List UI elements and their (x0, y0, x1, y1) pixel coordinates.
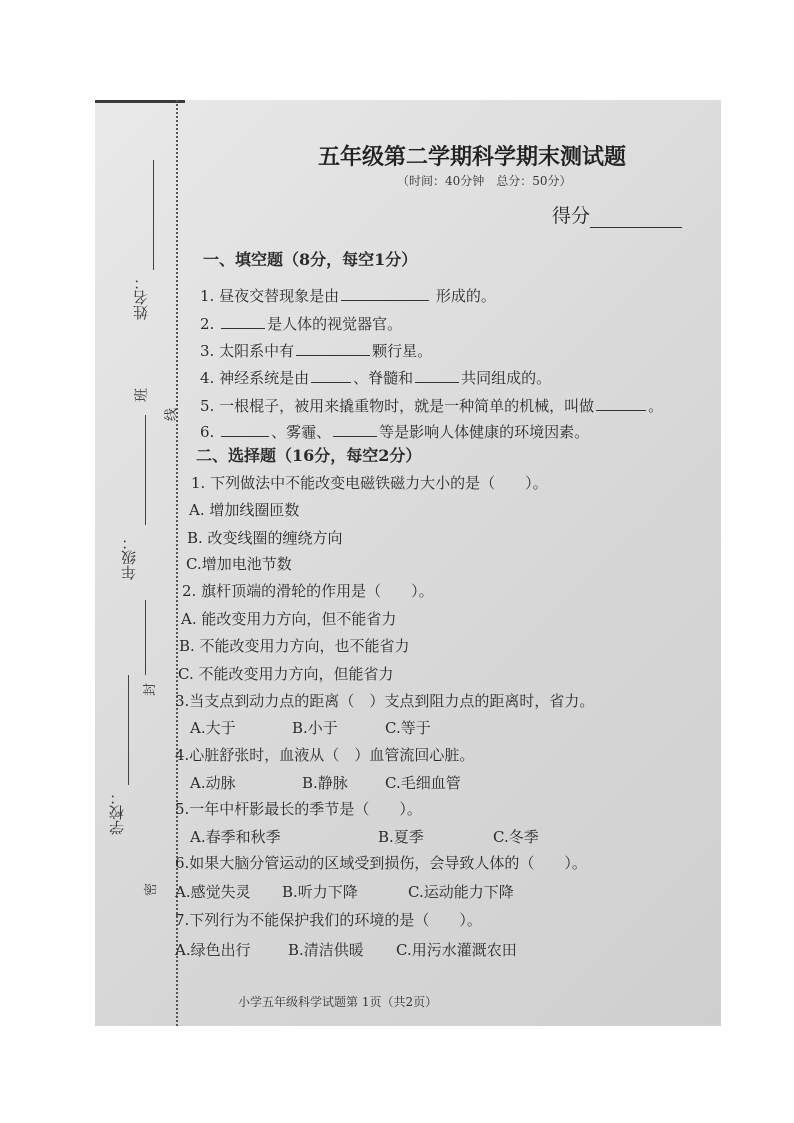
s1-q3-blank[interactable] (296, 341, 370, 356)
exam-subtitle: （时间：40分钟 总分：50分） (397, 174, 572, 188)
s2-question-5: 5.一年中杆影最长的季节是（ ）。 (175, 800, 422, 818)
s1-q3-text-a: 3. 太阳系中有 (200, 342, 295, 360)
s2-q7-option-b[interactable]: B.清洁供暖 (288, 941, 364, 959)
s1-question-2 (200, 313, 402, 334)
s2-question-6: 6.如果大脑分管运动的区域受到损伤，会导致人体的（ ）。 (175, 854, 587, 872)
s2-q5-option-c[interactable]: C.冬季 (493, 828, 539, 846)
score-field[interactable] (552, 201, 682, 228)
s1-q4-text-a: 4. 神经系统是由 (200, 369, 310, 387)
class-label: 班 (134, 388, 150, 402)
s1-q1-blank[interactable] (341, 286, 429, 301)
s1-q2-text-b: 是人体的视觉器官。 (267, 315, 403, 333)
s2-q1-option-a[interactable]: A. 增加线圈匝数 (189, 501, 300, 519)
name-line (153, 160, 154, 270)
s2-q3-option-b[interactable]: B.小于 (292, 719, 338, 737)
s2-q1-option-b[interactable]: B. 改变线圈的缠绕方向 (187, 529, 343, 547)
s2-question-4: 4.心脏舒张时，血液从（ ）血管流回心脏。 (175, 746, 475, 764)
s1-q5-text-a: 5. 一根棍子，被用来撬重物时，就是一种简单的机械，叫做 (200, 397, 595, 415)
school-label: 学校： (108, 790, 126, 835)
xian-label: 线 (164, 407, 180, 422)
s2-q1-option-c[interactable]: C.增加电池节数 (186, 555, 292, 573)
s1-q4-text-b: 、脊髓和 (353, 369, 414, 387)
s1-question-5 (200, 395, 663, 416)
s1-question-3 (200, 340, 432, 361)
s1-q5-text-b: 。 (648, 397, 664, 415)
s2-q6-option-b[interactable]: B.听力下降 (282, 883, 358, 901)
score-label: 得分 (552, 205, 591, 227)
corner-line (95, 100, 185, 103)
s1-q6-text-c: 等是影响人体健康的环境因素。 (379, 423, 590, 441)
s2-q2-option-a[interactable]: A. 能改变用力方向，但不能省力 (181, 610, 397, 628)
s1-q6-blank-2[interactable] (333, 422, 377, 437)
mi-label: 密 (144, 882, 160, 897)
grade-line (145, 600, 146, 675)
s2-q4-option-c[interactable]: C.毛细血管 (385, 774, 461, 792)
class-line (145, 415, 146, 525)
s1-q4-text-c: 共同组成的。 (461, 369, 552, 387)
section1-heading: 一、填空题（8分，每空1分） (203, 250, 418, 269)
s2-q3-option-a[interactable]: A.大于 (190, 719, 236, 737)
s2-q5-option-a[interactable]: A.春季和秋季 (190, 828, 281, 846)
s2-q6-option-a[interactable]: A.感觉失灵 (175, 883, 251, 901)
s1-q5-blank[interactable] (596, 396, 646, 411)
s2-question-7: 7.下列行为不能保护我们的环境的是（ ）。 (175, 911, 482, 929)
s2-q2-option-c[interactable]: C. 不能改变用力方向，但能省力 (178, 665, 394, 683)
s2-q7-option-a[interactable]: A.绿色出行 (175, 941, 251, 959)
s1-question-6 (200, 421, 589, 442)
s2-question-3: 3.当支点到动力点的距离（ ）支点到阻力点的距离时，省力。 (175, 692, 595, 710)
grade-label: 年级： (120, 535, 138, 580)
s2-question-2: 2. 旗杆顶端的滑轮的作用是（ ）。 (182, 582, 434, 600)
s1-q3-text-b: 颗行星。 (372, 342, 433, 360)
s1-q4-blank-1[interactable] (311, 368, 351, 383)
section2-heading: 二、选择题（16分，每空2分） (196, 446, 422, 465)
s2-q5-option-b[interactable]: B.夏季 (378, 828, 424, 846)
s2-q7-option-c[interactable]: C.用污水灌溉农田 (396, 941, 517, 959)
s1-q6-text-a: 6. (200, 423, 215, 441)
page-footer: 小学五年级科学试题第 1页（共2页） (238, 995, 438, 1009)
score-blank[interactable] (590, 205, 682, 228)
name-label: 姓名： (132, 275, 150, 320)
s1-q1-text-a: 1. 昼夜交替现象是由 (200, 287, 340, 305)
s2-q2-option-b[interactable]: B. 不能改变用力方向，也不能省力 (179, 637, 410, 655)
s1-q6-blank-1[interactable] (221, 422, 269, 437)
feng-label: 封 (143, 682, 159, 697)
s2-q6-option-c[interactable]: C.运动能力下降 (408, 883, 514, 901)
s1-q6-text-b: 、雾霾、 (271, 423, 332, 441)
s2-q4-option-a[interactable]: A.动脉 (190, 774, 236, 792)
s1-q4-blank-2[interactable] (415, 368, 459, 383)
s1-question-4 (200, 367, 551, 388)
s1-q2-blank[interactable] (221, 314, 265, 329)
school-line (128, 675, 129, 785)
s1-q1-text-b: 形成的。 (435, 287, 496, 305)
s2-question-1: 1. 下列做法中不能改变电磁铁磁力大小的是（ ）。 (191, 474, 548, 492)
exam-title: 五年级第二学期科学期末测试题 (318, 144, 627, 170)
s2-q3-option-c[interactable]: C.等于 (385, 719, 431, 737)
s1-q2-text-a: 2. (200, 315, 215, 333)
s2-q4-option-b[interactable]: B.静脉 (302, 774, 348, 792)
s1-question-1 (200, 285, 496, 306)
